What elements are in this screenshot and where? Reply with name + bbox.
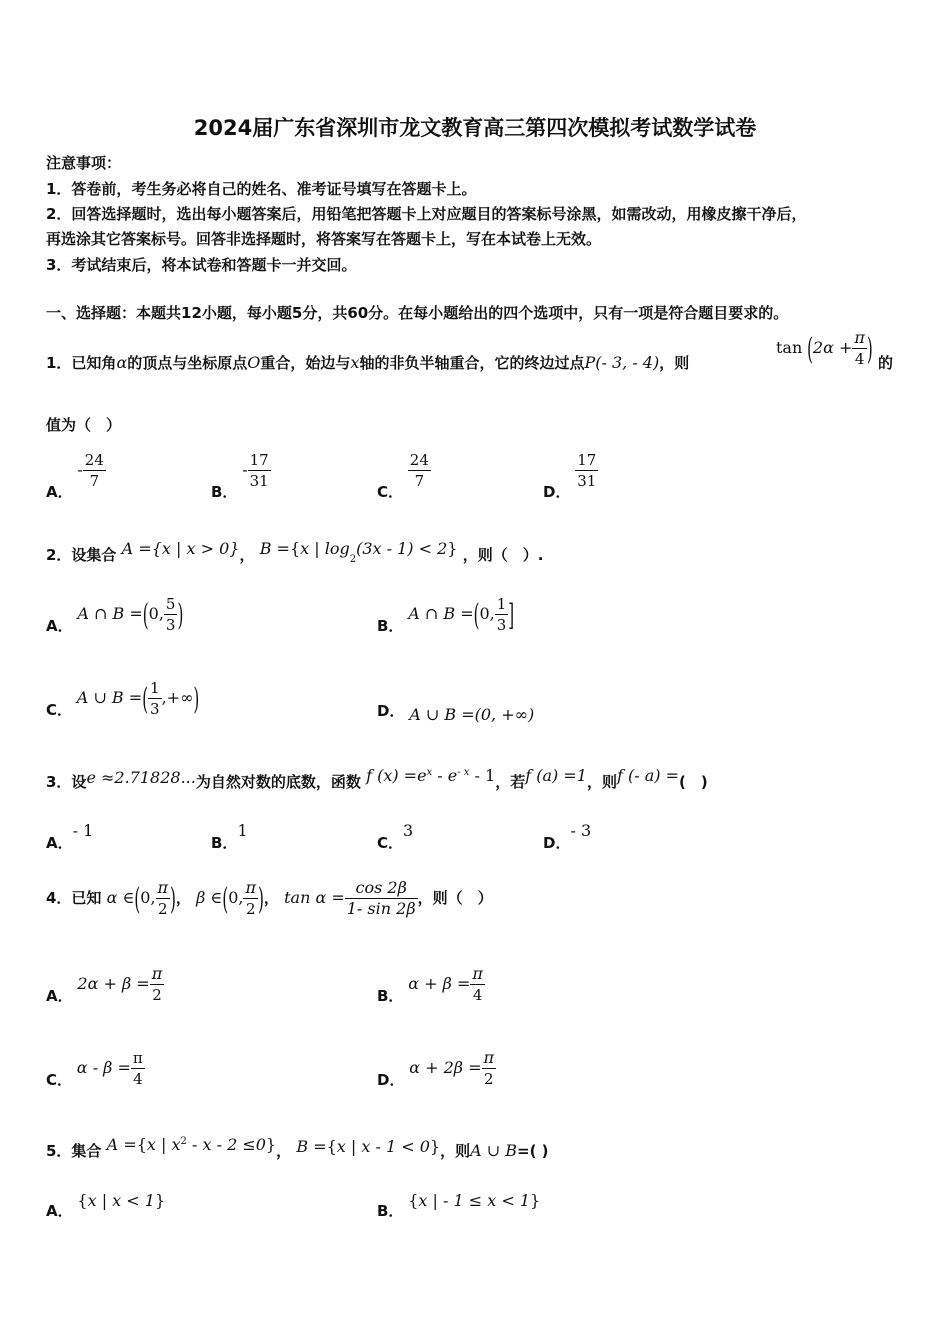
- paren-left: (: [222, 880, 229, 917]
- text: ( ): [678, 773, 708, 791]
- q4-option-c: [46, 1048, 145, 1089]
- math-exp: - x: [457, 767, 470, 778]
- notice-item: 再选涂其它答案标号。回答非选择题时，将答案写在答题卡上，写在本试卷上无效。: [46, 230, 602, 248]
- math-var: x | x: [146, 1135, 181, 1154]
- brace-left: {: [326, 1137, 337, 1156]
- math-function: - e: [432, 766, 458, 785]
- numerator: 17: [249, 451, 269, 469]
- notice-item: 2．回答选择题时，选出每小题答案后，用铅笔把答题卡上对应题目的答案标号涂黑，如需改动，用橡皮擦干净后，: [46, 205, 807, 223]
- option-label: D．: [543, 483, 571, 501]
- math-log: x | log: [300, 539, 350, 558]
- denominator: 2: [484, 1070, 494, 1088]
- text: 3．设: [46, 773, 87, 791]
- denominator: 3: [150, 700, 160, 718]
- brace-left: {: [136, 1135, 147, 1154]
- numerator: 24: [84, 451, 104, 469]
- section-heading: 一、选择题：本题共12小题，每小题5分，共60分。在每小题给出的四个选项中，只有一项是符合题目要求的。: [46, 304, 789, 322]
- paren-right: ): [177, 596, 184, 633]
- fraction: [243, 878, 258, 919]
- math-expr: x | - 1 ≤ x < 1: [418, 1191, 531, 1210]
- math-set-a: A =: [106, 1135, 137, 1154]
- question-5-stem: [46, 1135, 549, 1161]
- text: 2．设集合: [46, 546, 117, 564]
- option-label: C．: [377, 483, 404, 501]
- q1-option-c: [377, 450, 431, 501]
- option-label: A．: [46, 987, 73, 1005]
- numerator: π: [151, 964, 163, 983]
- denominator: 3: [496, 616, 507, 634]
- math-value: 0,: [148, 604, 164, 623]
- option-value: - 3: [570, 821, 592, 840]
- text: ，则（ ）: [417, 889, 493, 907]
- fraction: [470, 964, 485, 1005]
- math-union: A ∪ B: [470, 1141, 518, 1160]
- option-value: 1: [237, 821, 248, 840]
- denominator: 31: [577, 472, 597, 490]
- numerator: 5: [165, 595, 176, 613]
- math-origin: O: [247, 353, 261, 372]
- q2-option-b: [377, 594, 514, 635]
- paren-right: ): [170, 880, 176, 917]
- math-value: 0,: [479, 604, 495, 623]
- math-set-b: B =: [259, 539, 290, 558]
- denominator: 4: [472, 986, 483, 1004]
- math-e: e ≈2.71828...: [86, 768, 196, 787]
- math-condition: f (a) =1: [525, 766, 587, 785]
- q1-option-b: [211, 450, 271, 501]
- math-alpha-in: α ∈: [106, 888, 135, 907]
- notice-item: 1．答卷前，考生务必将自己的姓名、准考证号填写在答题卡上。: [46, 180, 477, 198]
- option-label: C．: [377, 834, 404, 852]
- paren-left: (: [807, 330, 813, 367]
- brace-right: }: [530, 1191, 541, 1210]
- math-ineq: - x - 2 ≤0: [186, 1135, 266, 1154]
- text: ，则: [659, 354, 690, 372]
- math-target: f (- a) =: [616, 766, 679, 785]
- q3-option-b: [211, 820, 248, 852]
- math-lhs: 2α + β =: [77, 974, 150, 993]
- question-1-stem: [46, 352, 689, 373]
- text: 4．已知: [46, 889, 102, 907]
- math-alpha: α: [116, 353, 128, 372]
- q1-option-d: [543, 450, 598, 501]
- math-expr: 2α +: [812, 338, 853, 357]
- math-tan: tan: [776, 338, 803, 357]
- math-point: P(- 3, - 4): [584, 353, 660, 372]
- notice-item: 3．考试结束后，将本试卷和答题卡一并交回。: [46, 256, 357, 274]
- text: ，: [239, 546, 255, 564]
- option-value: - 1: [72, 821, 94, 840]
- fraction: [482, 1048, 497, 1089]
- paren-left: (: [142, 680, 149, 717]
- fraction: [131, 1048, 145, 1089]
- denominator: 7: [414, 472, 425, 490]
- question-2-stem: [46, 539, 544, 567]
- denominator: 4: [133, 1070, 143, 1088]
- numerator: π: [245, 878, 256, 897]
- fraction: [248, 450, 271, 491]
- brace-left: {: [289, 539, 301, 558]
- paren-right: ): [257, 880, 264, 917]
- fraction: [408, 450, 431, 491]
- option-label: C．: [46, 1071, 73, 1089]
- numerator: 1: [150, 679, 160, 697]
- math-value: 0,: [228, 888, 244, 907]
- denominator: 2: [152, 986, 162, 1004]
- option-label: A．: [46, 483, 73, 501]
- denominator: 4: [854, 350, 865, 368]
- paren-right: ): [866, 330, 873, 367]
- text: 为自然对数的底数，函数: [195, 773, 361, 791]
- math-lhs: A ∪ B =: [76, 688, 143, 707]
- math-lhs: α + 2β =: [409, 1058, 482, 1077]
- math-log-base: 2: [349, 554, 357, 565]
- brace-right: }: [154, 1191, 166, 1210]
- question-4-stem: [46, 878, 493, 919]
- fraction: [345, 878, 418, 919]
- option-label: B．: [377, 1202, 404, 1220]
- notice-heading: 注意事项：: [46, 154, 122, 172]
- question-1-tan-expr: [776, 328, 873, 369]
- option-label: B．: [211, 834, 238, 852]
- q2-option-d: [377, 700, 535, 724]
- fraction: [83, 450, 106, 491]
- q4-option-b: [377, 964, 485, 1005]
- text: 轴的非负半轴重合，它的终边过点: [359, 354, 585, 372]
- math-tan: tan α =: [284, 888, 345, 907]
- math-lhs: A ∩ B =: [77, 604, 143, 623]
- math-value: 0,: [140, 888, 156, 907]
- brace-left: {: [408, 1191, 419, 1210]
- text: ，: [263, 889, 279, 907]
- brace-right: }: [265, 1135, 277, 1154]
- math-set-a: A ={x | x > 0}: [121, 539, 240, 558]
- numerator: 1: [496, 595, 507, 613]
- fraction: [156, 878, 171, 919]
- fraction: [164, 594, 178, 635]
- math-lhs: α - β =: [76, 1058, 131, 1077]
- numerator: π: [472, 964, 483, 983]
- math-function: f (x) =e: [366, 766, 427, 785]
- numerator: π: [157, 878, 169, 897]
- option-label: C．: [46, 701, 73, 719]
- text: 1．已知角: [46, 354, 117, 372]
- q3-option-a: [46, 820, 94, 852]
- fraction: [575, 450, 598, 491]
- math-exp: x: [426, 767, 433, 778]
- option-label: A．: [46, 834, 73, 852]
- question-1-tail: 的: [878, 354, 894, 372]
- sign: -: [242, 460, 248, 479]
- page-title: 2024届广东省深圳市龙文教育高三第四次模拟考试数学试卷: [193, 116, 757, 140]
- denominator: 2: [158, 900, 168, 918]
- text: =( ): [517, 1142, 549, 1160]
- numerator: 24: [409, 451, 429, 469]
- q5-option-a: [46, 1190, 166, 1220]
- q1-option-a: [46, 450, 106, 501]
- option-label: B．: [211, 483, 238, 501]
- text: ，若: [495, 773, 526, 791]
- option-label: D．: [377, 702, 405, 720]
- numerator: 17: [577, 451, 597, 469]
- numerator: π: [132, 1049, 143, 1067]
- fraction: [495, 594, 509, 635]
- fraction: [150, 964, 165, 1005]
- math-x: x: [350, 353, 360, 372]
- option-value: 3: [403, 821, 414, 840]
- fraction: [852, 328, 867, 369]
- math-ineq: x | x - 1 < 0: [336, 1137, 430, 1156]
- text: 5．集合: [46, 1142, 102, 1160]
- numerator: cos 2β: [345, 878, 418, 899]
- q2-option-a: [46, 594, 183, 635]
- text: ，: [276, 1142, 292, 1160]
- math-lhs: A ∩ B =: [408, 604, 474, 623]
- math-lhs: α + β =: [408, 974, 471, 993]
- math-beta-in: β ∈: [196, 888, 223, 907]
- fraction: [148, 678, 162, 719]
- math-exp: 2: [180, 1136, 187, 1147]
- math-arg: (3x - 1) < 2: [356, 539, 448, 558]
- math-value: ,+∞: [161, 688, 194, 707]
- option-label: B．: [377, 987, 404, 1005]
- option-label: A．: [46, 1202, 73, 1220]
- brace-left: {: [77, 1191, 88, 1210]
- text: 的顶点与坐标原点: [127, 354, 248, 372]
- denominator: 3: [165, 616, 176, 634]
- brace-right: }: [447, 539, 458, 558]
- text: ，: [175, 889, 191, 907]
- q4-option-d: [377, 1048, 496, 1089]
- q2-option-c: [46, 678, 199, 719]
- q3-option-d: [543, 820, 592, 852]
- q4-option-a: [46, 964, 164, 1005]
- text: ，则: [440, 1142, 471, 1160]
- paren-right: ): [193, 680, 200, 717]
- denominator: 2: [245, 900, 256, 918]
- question-3-stem: [46, 766, 708, 792]
- option-label: A．: [46, 617, 73, 635]
- q5-option-b: [377, 1190, 541, 1220]
- q3-option-c: [377, 820, 414, 852]
- math-set-b: B =: [296, 1137, 327, 1156]
- sign: -: [77, 460, 83, 479]
- denominator: 7: [89, 472, 100, 490]
- numerator: π: [483, 1048, 495, 1067]
- math-expr: x | x < 1: [87, 1191, 155, 1210]
- text: ，则（ ）.: [462, 546, 544, 564]
- paren-left: (: [473, 596, 480, 633]
- paren-left: (: [134, 880, 141, 917]
- math-function: - 1: [469, 766, 496, 785]
- option-label: B．: [377, 617, 404, 635]
- paren-left: (: [142, 596, 149, 633]
- option-label: D．: [377, 1071, 405, 1089]
- brace-right: }: [429, 1137, 441, 1156]
- denominator: 1- sin 2β: [346, 899, 416, 918]
- text: 重合，始边与: [260, 354, 351, 372]
- math-expr: A ∪ B =(0, +∞): [409, 705, 535, 724]
- denominator: 31: [249, 472, 269, 490]
- text: ，则: [586, 773, 617, 791]
- numerator: π: [854, 328, 865, 347]
- bracket-right: ]: [508, 596, 515, 633]
- question-1-ask: 值为（ ）: [46, 416, 122, 434]
- option-label: D．: [543, 834, 571, 852]
